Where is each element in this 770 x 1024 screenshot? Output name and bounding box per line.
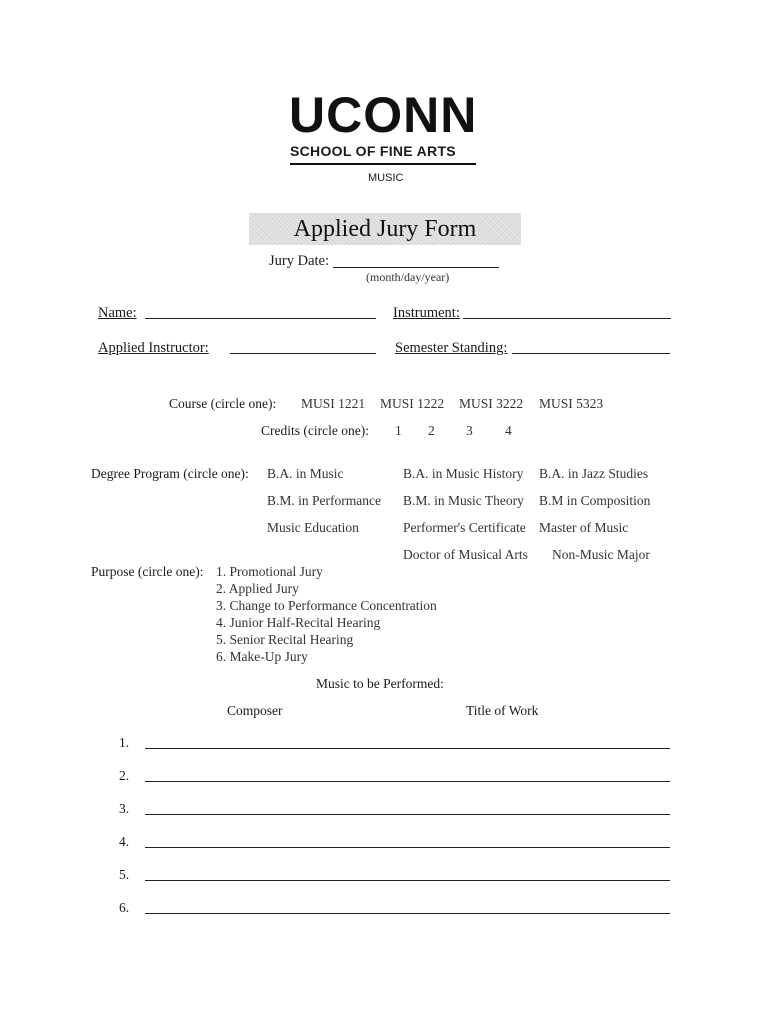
- jury-date-field[interactable]: [333, 267, 499, 268]
- piece-number: 5.: [119, 867, 130, 882]
- instrument-field[interactable]: [463, 318, 671, 319]
- degree-option[interactable]: Doctor of Musical Arts: [403, 547, 528, 562]
- degree-option[interactable]: B.M in Composition: [539, 493, 651, 508]
- credits-option[interactable]: 3: [466, 423, 473, 438]
- title-column-label: Title of Work: [466, 703, 539, 718]
- purpose-label: Purpose (circle one):: [91, 564, 204, 579]
- piece-field[interactable]: [145, 880, 670, 881]
- piece-number: 2.: [119, 768, 130, 783]
- purpose-option[interactable]: 4. Junior Half-Recital Hearing: [216, 615, 381, 630]
- piece-number: 3.: [119, 801, 130, 816]
- degree-option[interactable]: Music Education: [267, 520, 359, 535]
- degree-option[interactable]: B.A. in Music History: [403, 466, 524, 481]
- piece-field[interactable]: [145, 913, 670, 914]
- piece-number: 1.: [119, 735, 130, 750]
- degree-option[interactable]: B.A. in Jazz Studies: [539, 466, 649, 481]
- course-option[interactable]: MUSI 3222: [459, 396, 524, 411]
- degree-option[interactable]: B.A. in Music: [267, 466, 344, 481]
- semester-label: Semester Standing:: [395, 340, 508, 356]
- degree-option[interactable]: B.M. in Performance: [267, 493, 381, 508]
- instructor-label: Applied Instructor:: [98, 340, 209, 356]
- piece-field[interactable]: [145, 814, 670, 815]
- credits-option[interactable]: 4: [505, 423, 512, 438]
- purpose-option[interactable]: 1. Promotional Jury: [216, 564, 323, 579]
- instructor-field[interactable]: [230, 353, 376, 354]
- instrument-label: Instrument:: [393, 305, 460, 321]
- piece-field[interactable]: [145, 748, 670, 749]
- degree-option[interactable]: B.M. in Music Theory: [403, 493, 524, 508]
- jury-date-hint: (month/day/year): [366, 270, 450, 284]
- uconn-logo: UCONN: [289, 87, 478, 143]
- composer-column-label: Composer: [227, 703, 283, 718]
- piece-field[interactable]: [145, 781, 670, 782]
- name-label: Name:: [98, 305, 137, 321]
- purpose-option[interactable]: 3. Change to Performance Concentration: [216, 598, 437, 613]
- course-option[interactable]: MUSI 1222: [380, 396, 445, 411]
- music-heading: Music to be Performed:: [316, 676, 444, 691]
- degree-label: Degree Program (circle one):: [91, 466, 249, 481]
- piece-field[interactable]: [145, 847, 670, 848]
- purpose-option[interactable]: 5. Senior Recital Hearing: [216, 632, 354, 647]
- course-option[interactable]: MUSI 5323: [539, 396, 604, 411]
- semester-field[interactable]: [512, 353, 670, 354]
- degree-option[interactable]: Master of Music: [539, 520, 629, 535]
- form-title: Applied Jury Form: [293, 215, 477, 242]
- credits-label: Credits (circle one):: [261, 423, 369, 438]
- name-field[interactable]: [145, 318, 376, 319]
- jury-date-label: Jury Date:: [269, 253, 329, 269]
- form-title-banner: [249, 213, 521, 245]
- purpose-option[interactable]: 2. Applied Jury: [216, 581, 299, 596]
- logo-divider: [290, 163, 476, 165]
- credits-option[interactable]: 1: [395, 423, 402, 438]
- purpose-option[interactable]: 6. Make-Up Jury: [216, 649, 308, 664]
- piece-number: 4.: [119, 834, 130, 849]
- school-name: SCHOOL OF FINE ARTS: [290, 143, 456, 159]
- degree-option[interactable]: Non-Music Major: [552, 547, 650, 562]
- degree-option[interactable]: Performer's Certificate: [403, 520, 526, 535]
- course-option[interactable]: MUSI 1221: [301, 396, 366, 411]
- course-label: Course (circle one):: [169, 396, 277, 411]
- piece-number: 6.: [119, 900, 130, 915]
- department-name: MUSIC: [368, 172, 404, 184]
- credits-option[interactable]: 2: [428, 423, 435, 438]
